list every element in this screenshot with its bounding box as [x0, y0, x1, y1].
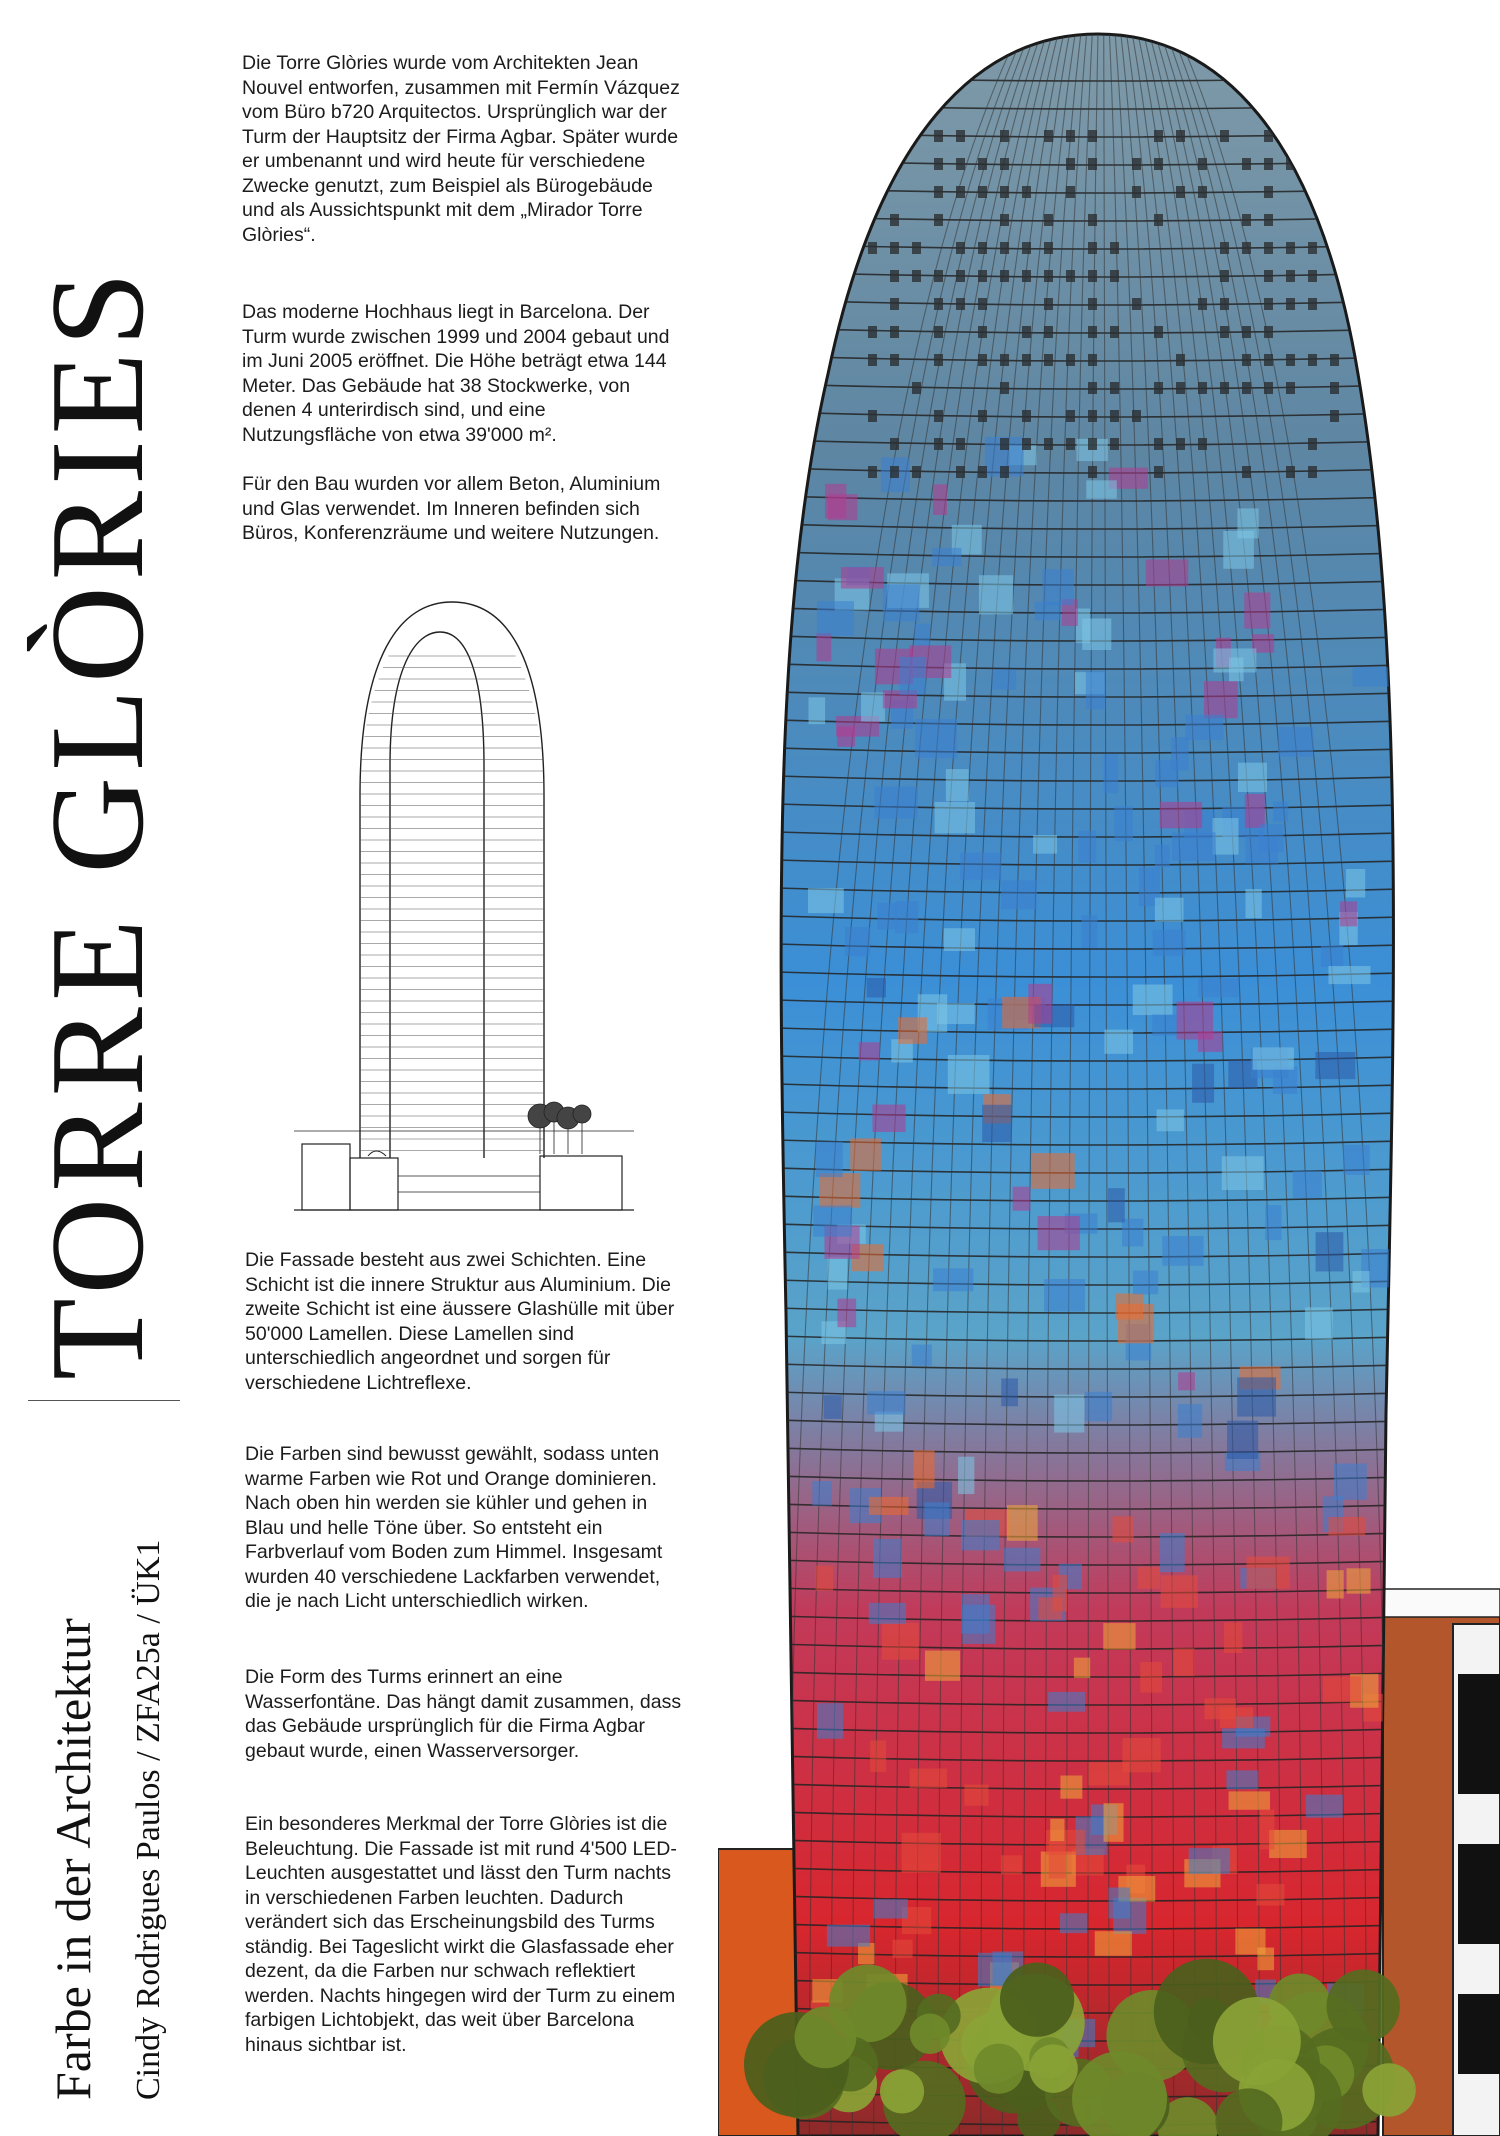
paragraph-location: Das moderne Hochhaus liegt in Barcelona. Der Turm wurde zwischen 1999 und 2004 gebaut und im Juni 2005 eröffnet. Die Höhe beträgt etwa 144 Meter. Das Gebäude hat 38 Stockwerke, von denen 4 unterirdisch sind, und eine Nutzungsfläche von etwa 39'000 m². [242, 301, 670, 446]
paragraph-colors: Die Farben sind bewusst gewählt, sodass unten warme Farben wie Rot und Orange dominieren. Nach oben hin werden sie kühler und gehen in Blau und helle Töne über. So entsteht ein Farbverlauf vom Boden zum Himmel. Insgesamt wurden 40 verschiedene Lackfarben verwendet, die je nach Licht unterschiedlich wirken. [245, 1443, 663, 1612]
tower-section-drawing [288, 596, 640, 1216]
page-title: TORRE GLÒRIES [23, 265, 171, 1380]
paragraph-lighting: Ein besonderes Merkmal der Torre Glòries ist die Beleuchtung. Die Fassade ist mit rund 4'500 LED-Leuchten ausgestattet und lässt den Turm nachts in verschiedenen Farben leuchten. Dadurch verändert sich das Erscheinungsbild des Turms ständig. Bei Tageslicht wirkt die Glasfassade eher dezent, da die Farben nur schwach reflektiert werden. Nachts hingegen wird der Turm zu einem farbigen Lichtobjekt, das weit über Barcelona hinaus sichtbar ist. [245, 1813, 677, 2056]
paragraph-shape: Die Form des Turms erinnert an eine Wasserfontäne. Das hängt damit zusammen, dass das Gebäude ursprünglich für die Firma Agbar gebaut wurde, einen Wasserversorger. [245, 1666, 682, 1762]
author-line: Cindy Rodrigues Paulos / ZFA25a / ÜK1 [130, 1539, 167, 2100]
title-divider [28, 1400, 180, 1401]
page-subtitle: Farbe in der Architektur [45, 1618, 101, 2100]
paragraph-architect: Die Torre Glòries wurde vom Architekten Jean Nouvel entworfen, zusammen mit Fermín Vázquez vom Büro b720 Arquitectos. Ursprünglich war der Turm der Hauptsitz der Firma Agbar. Später wurde er umbenannt und wird heute für verschiedene Zwecke genutzt, zum Beispiel als Bürogebäude und als Aussichtspunkt mit dem „Mirador Torre Glòries“. [242, 52, 680, 246]
tower-illustration [718, 14, 1500, 2136]
paragraph-materials: Für den Bau wurden vor allem Beton, Aluminium und Glas verwendet. Im Inneren befinden sich Büros, Konferenzräume und weitere Nutzungen. [242, 473, 661, 544]
paragraph-facade: Die Fassade besteht aus zwei Schichten. Eine Schicht ist die innere Struktur aus Aluminium. Die zweite Schicht ist eine äussere Glashülle mit über 50'000 Lamellen. Diese Lamellen sind unterschiedlich angeordnet und sorgen für verschiedene Lichtreflexe. [245, 1249, 675, 1394]
